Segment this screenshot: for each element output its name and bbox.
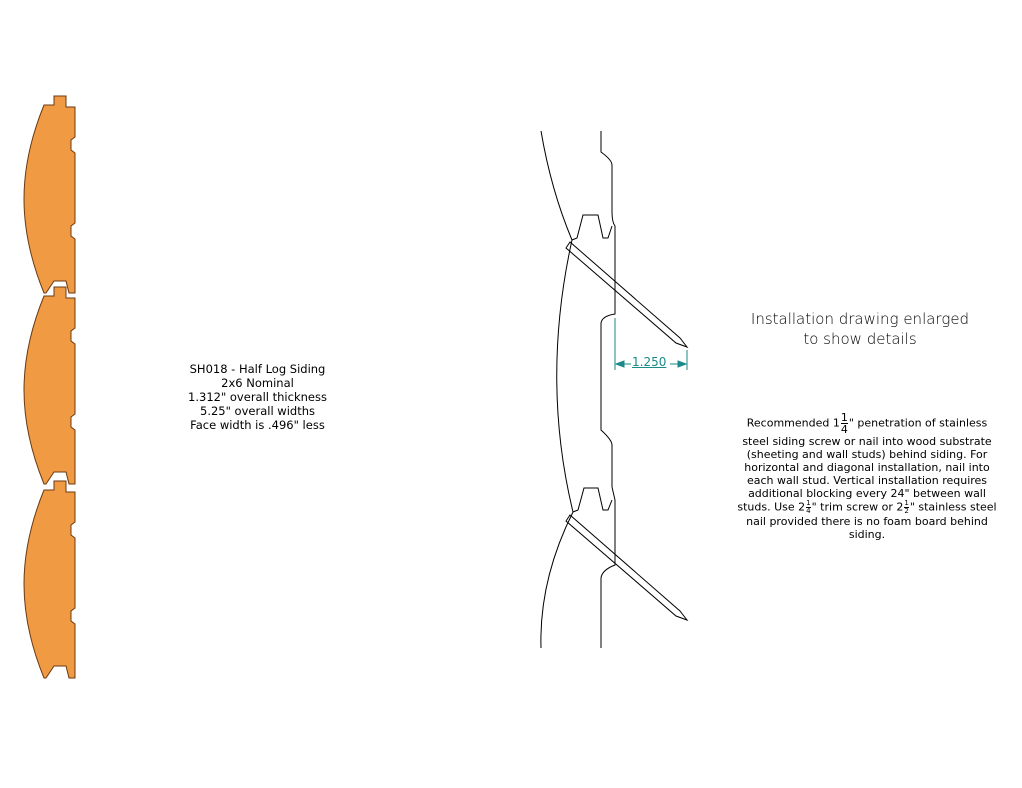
recommendation-text-3: " trim screw or 2 [811, 500, 904, 514]
fraction-screw-length: $\frac{1}{4}$ [806, 499, 811, 515]
recommendation-text-1: Recommended 1 [746, 416, 840, 430]
board-face-bottom [541, 512, 573, 648]
dimension-arrow-left [616, 361, 624, 367]
spec-face-width: Face width is .496" less [190, 418, 325, 432]
joint-bottom [573, 488, 612, 512]
joint-top [572, 215, 612, 240]
installation-recommendation [736, 412, 998, 541]
siding-profile-stack [24, 96, 75, 678]
recommendation-text-4: " stainless steel nail provided there is no foam board behind siding. [746, 500, 997, 541]
nail-upper [566, 242, 687, 347]
nail-lower [566, 515, 687, 620]
installation-outline [541, 131, 687, 648]
siding-board-bottom [24, 481, 75, 678]
board-face-top [541, 131, 572, 240]
fraction-nail-length: $\frac{1}{2}$ [904, 499, 909, 515]
installation-heading [735, 309, 985, 349]
profile-specifications [150, 362, 365, 432]
heading-line-2: to show details [803, 330, 917, 348]
board-back-edge [601, 131, 615, 648]
siding-board-top [24, 96, 75, 293]
dimension-label: 1.250 [632, 355, 667, 369]
heading-line-1: Installation drawing enlarged [750, 310, 970, 328]
dimension-arrow-right [678, 361, 686, 367]
spec-width: 5.25" overall widths [200, 404, 315, 418]
spec-nominal: 2x6 Nominal [221, 376, 294, 390]
fraction-one-quarter: $\frac{1}{4}$ [840, 411, 848, 436]
recommendation-text-2: " penetration of stainless steel siding screw or nail into wood substrate (sheeting and wall studs) behind siding. For horizontal and diagonal installation, nail into each wall stud. Vertical installation requires additional blocking every 24" between wall studs. Use 2 [737, 416, 992, 514]
board-face-middle [557, 240, 573, 512]
spec-title: SH018 - Half Log Siding [189, 362, 326, 376]
spec-thickness: 1.312" overall thickness [188, 390, 327, 404]
siding-board-middle [24, 287, 75, 484]
